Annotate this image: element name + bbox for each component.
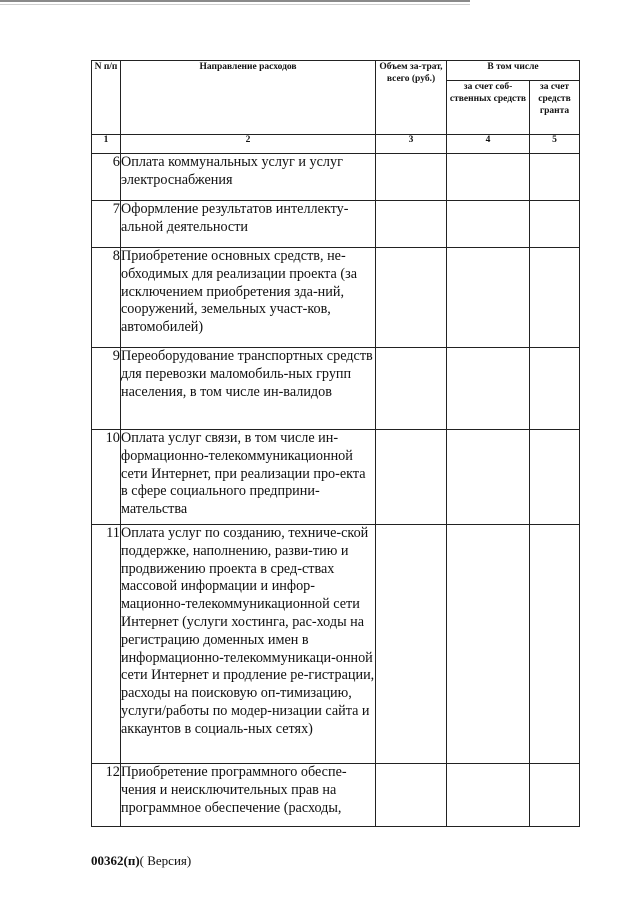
row-grant-cell (530, 348, 580, 430)
row-number: 12 (92, 764, 121, 827)
row-number: 6 (92, 154, 121, 201)
header-number: N п/п (92, 61, 121, 135)
row-total-cell (376, 525, 447, 764)
table-row (92, 348, 580, 430)
row-direction: Оплата услуг связи, в том числе ин-формационно-телекоммуникационной сети Интернет, при реализации про-екта в сфере социального предприни-мательства (121, 430, 376, 525)
row-own-cell (447, 764, 530, 827)
row-grant-cell (530, 201, 580, 248)
scan-edge-line (0, 4, 470, 5)
header-row (92, 61, 580, 81)
header-direction: Направление расходов (121, 61, 376, 135)
row-direction: Оформление результатов интеллекту-альной деятельности (121, 201, 376, 248)
row-grant-cell (530, 248, 580, 348)
row-direction: Приобретение основных средств, не-обходимых для реализации проекта (за исключением приобретения зда-ний, сооружений, земельных участ-ков, автомобилей) (121, 248, 376, 348)
row-number: 10 (92, 430, 121, 525)
row-total-cell (376, 201, 447, 248)
row-total-cell (376, 430, 447, 525)
column-number: 3 (376, 135, 447, 154)
row-total-cell (376, 764, 447, 827)
table-row (92, 430, 580, 525)
row-total-cell (376, 248, 447, 348)
document-version: ( Версия) (139, 853, 192, 868)
table-row (92, 525, 580, 764)
table-row (92, 201, 580, 248)
row-direction: Оплата коммунальных услуг и услуг электроснабжения (121, 154, 376, 201)
row-own-cell (447, 201, 530, 248)
table-row (92, 764, 580, 827)
document-footer (91, 853, 191, 869)
header-grant-funds: за счет средств гранта (530, 80, 580, 134)
row-number: 11 (92, 525, 121, 764)
table-row (92, 154, 580, 201)
row-number: 8 (92, 248, 121, 348)
scan-edge-line (0, 0, 470, 2)
row-number: 9 (92, 348, 121, 430)
row-own-cell (447, 248, 530, 348)
row-direction: Оплата услуг по созданию, техниче-ской поддержке, наполнению, разви-тию и продвижению проекта в сред-ствах массовой информации и инфор-мационно-телекоммуникационной сети Интернет (услуги хостинга, рас-ходы на регистрацию доменных имен в информационно-телекоммуникаци-онной сети Интернет и продление ре-гистрации, расходы на поисковую оп-тимизацию, услуги/работы по модер-низации сайта и аккаунтов в социаль-ных сетях) (121, 525, 376, 764)
row-total-cell (376, 154, 447, 201)
header-own-funds: за счет соб-ственных средств (447, 80, 530, 134)
column-number: 1 (92, 135, 121, 154)
column-number: 5 (530, 135, 580, 154)
row-grant-cell (530, 525, 580, 764)
row-total-cell (376, 348, 447, 430)
row-own-cell (447, 525, 530, 764)
column-number-row (92, 135, 580, 154)
column-number: 4 (447, 135, 530, 154)
row-number: 7 (92, 201, 121, 248)
expense-table (91, 60, 580, 827)
row-own-cell (447, 348, 530, 430)
row-own-cell (447, 154, 530, 201)
row-grant-cell (530, 430, 580, 525)
table-row (92, 248, 580, 348)
column-number: 2 (121, 135, 376, 154)
header-total: Объем за-трат, всего (руб.) (376, 61, 447, 135)
row-grant-cell (530, 764, 580, 827)
header-including: В том числе (447, 61, 580, 81)
row-direction: Приобретение программного обеспе-чения и неисключительных прав на программное обеспечение (расходы, (121, 764, 376, 827)
document-code: 00362(п) (91, 853, 140, 868)
row-direction: Переоборудование транспортных средств для перевозки маломобиль-ных групп населения, в том числе ин-валидов (121, 348, 376, 430)
row-grant-cell (530, 154, 580, 201)
row-own-cell (447, 430, 530, 525)
